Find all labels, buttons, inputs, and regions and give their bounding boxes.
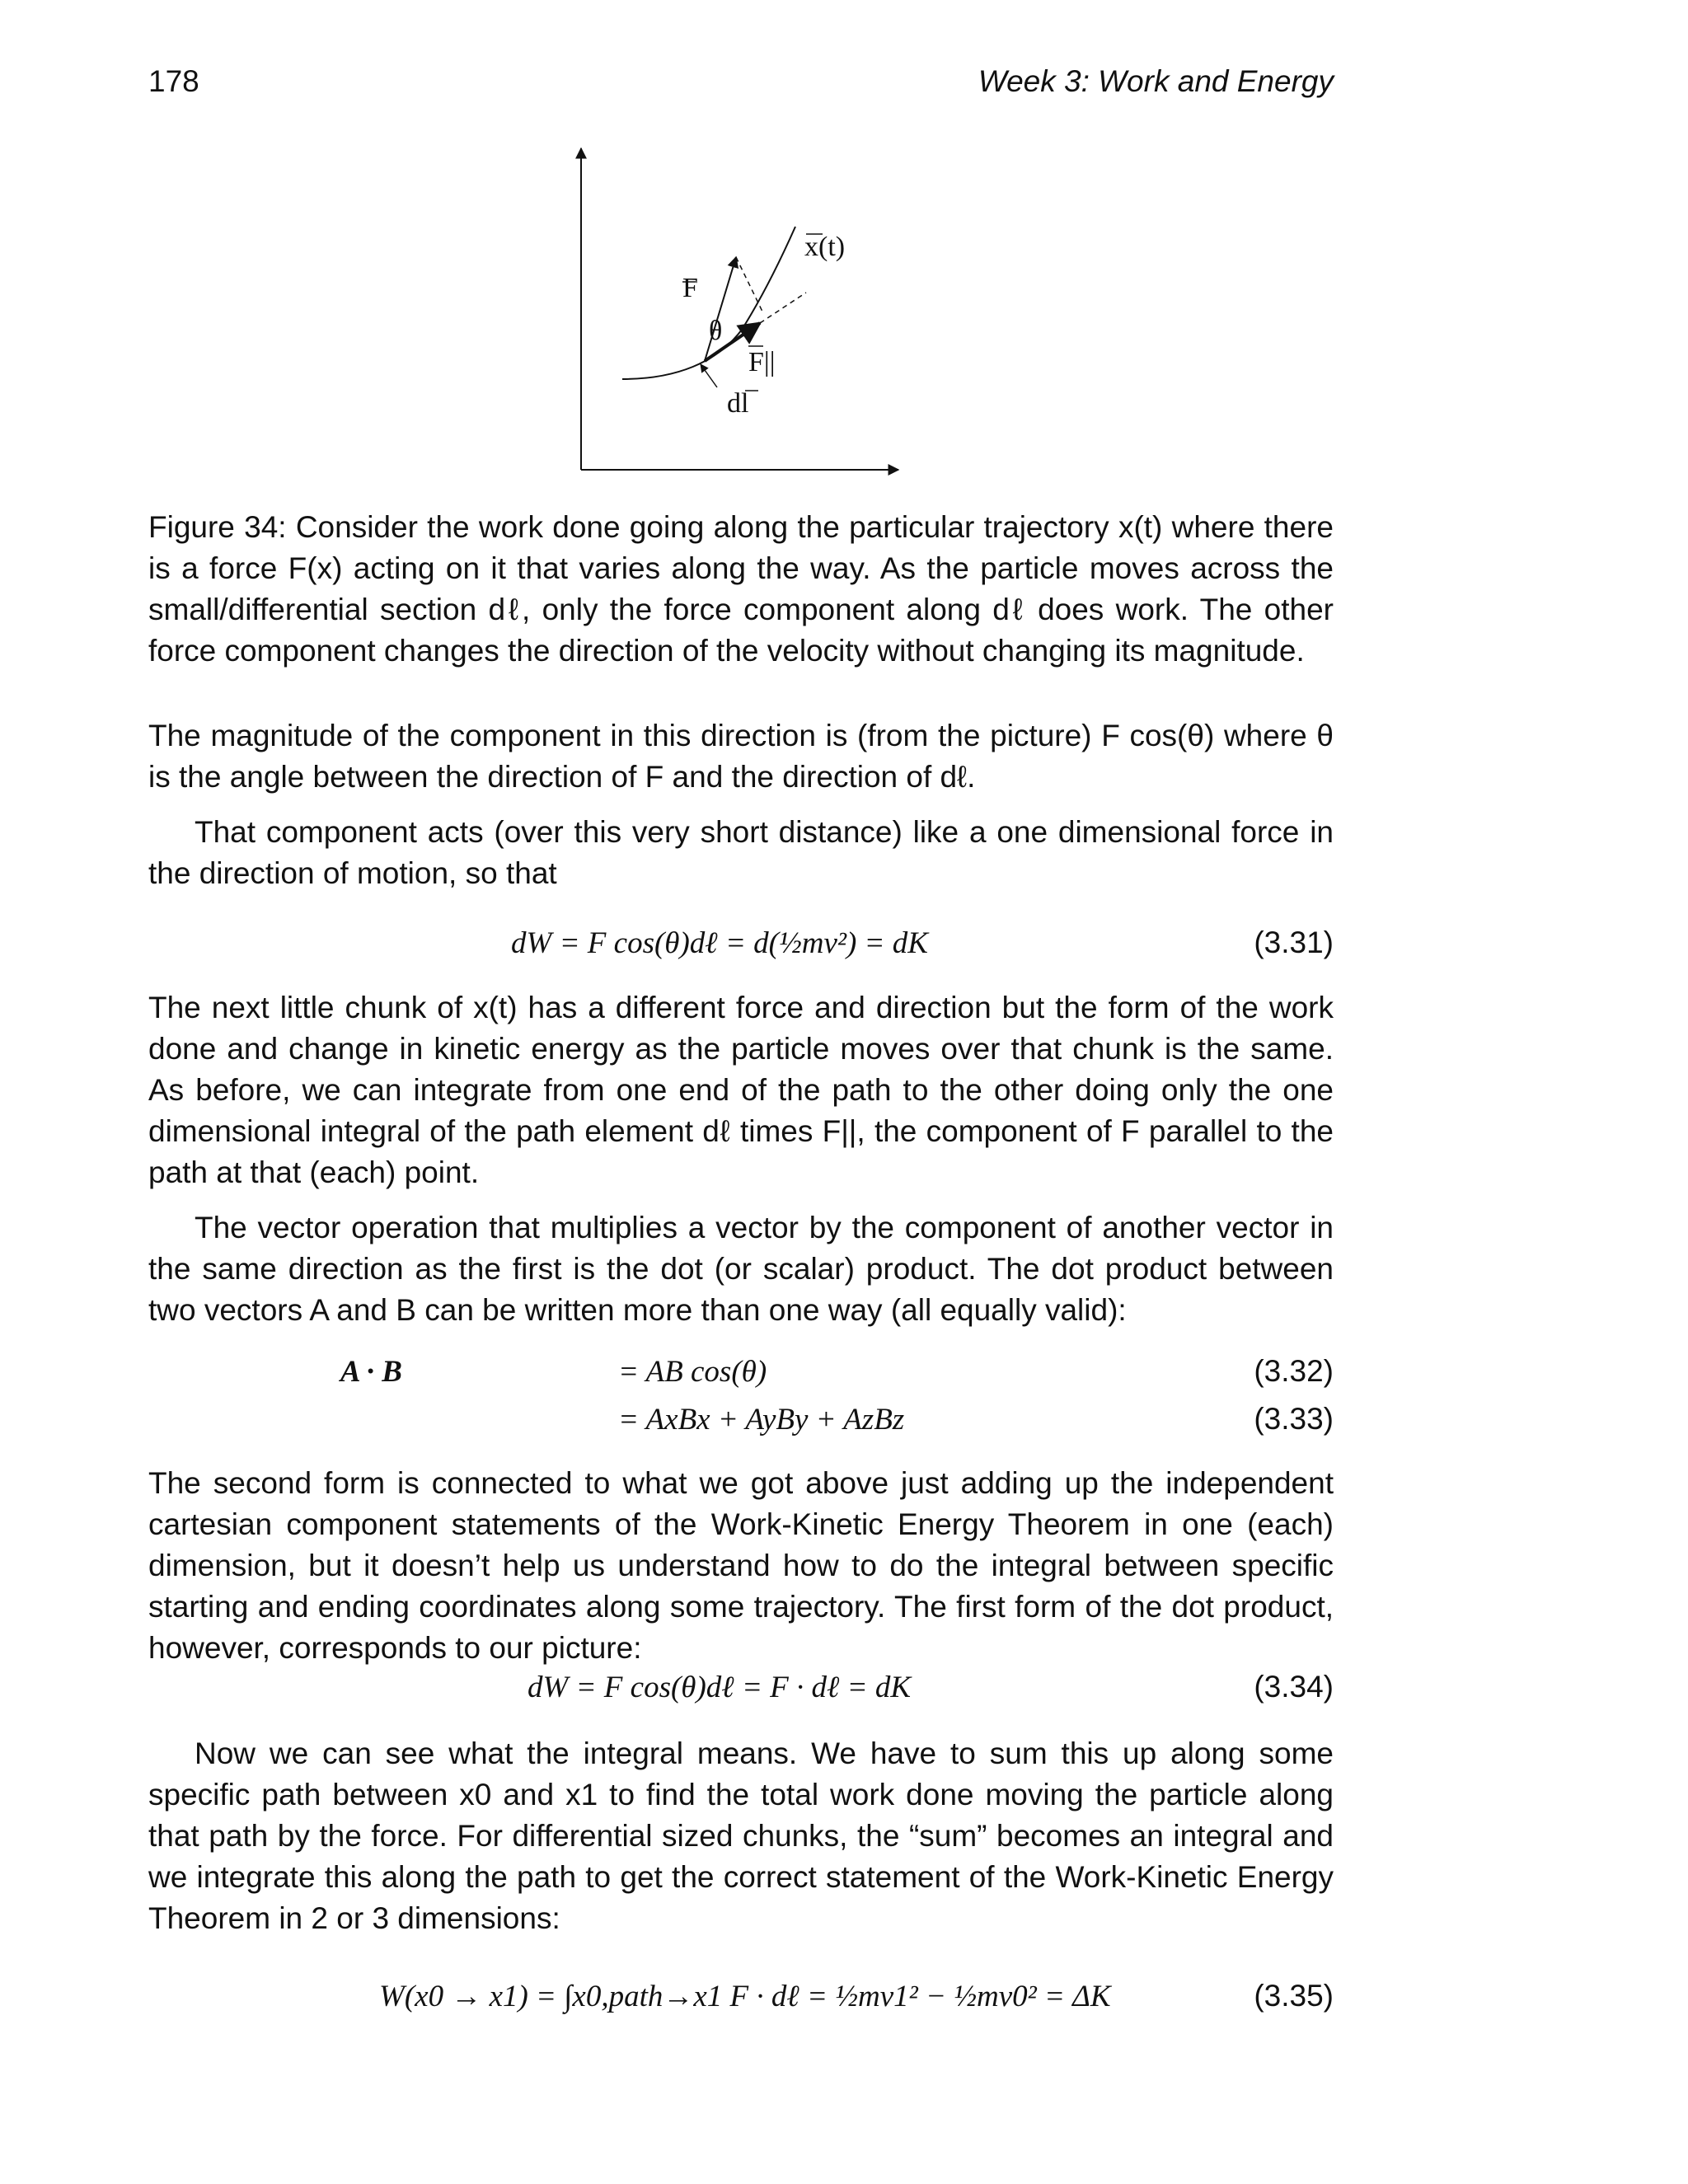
equation-3-34 <box>148 1663 1334 1713</box>
paragraph-one-dimensional <box>148 812 1334 894</box>
paragraph-dot-product <box>148 1207 1334 1331</box>
equation-body: dW = F cos(θ)dℓ = F · dℓ = dK <box>528 1671 912 1704</box>
parallel-force-label: F|| <box>748 347 776 377</box>
paragraph-text: The vector operation that multiplies a vector by the component of another vector in the same direction as the first is the dot (or scalar) product. The dot product between two vectors A and B can be written more than one way (all equally valid): <box>148 1211 1334 1327</box>
projection-line <box>736 257 763 313</box>
equation-number: (3.34) <box>1254 1670 1334 1704</box>
page-number: 178 <box>148 64 199 98</box>
paragraph-next-chunk <box>148 987 1334 1193</box>
equation-body: dW = F cos(θ)dℓ = d(½mv²) = dK <box>511 926 928 960</box>
paragraph-text: Now we can see what the integral means. We have to sum this up along some specific path between x0 and x1 to find the total work done moving the particle along that path by the force. For differential sized chunks, the “sum” becomes an integral and we integrate this along the path to get the correct statement of the Work-Kinetic Energy Theorem in 2 or 3 dimensions: <box>148 1736 1334 1935</box>
equation-number: (3.31) <box>1254 926 1334 959</box>
paragraph-component-magnitude <box>148 715 1334 798</box>
trajectory-diagram <box>544 140 923 486</box>
force-label: F <box>682 273 698 303</box>
equation-number: (3.32) <box>1254 1354 1334 1388</box>
figure-caption-text: Figure 34: Consider the work done going along the particular trajectory x(t) where there is a force F(x) acting on it that varies along the way. As the particle moves across the small/differential section dℓ, only the force component along dℓ does work. The other force component changes the direction of the velocity without changing its magnitude. <box>148 510 1334 668</box>
figure-caption <box>148 507 1334 672</box>
trajectory-label: x(t) <box>804 232 846 262</box>
dl-pointer <box>701 364 717 387</box>
tangent-extension <box>760 293 806 323</box>
paragraph-second-form <box>148 1463 1334 1669</box>
equation-3-31 <box>148 919 1334 968</box>
equation-3-32 <box>148 1347 1334 1397</box>
equation-lhs: A · B <box>340 1355 402 1389</box>
angle-label: θ <box>709 316 723 346</box>
equation-number: (3.35) <box>1254 1979 1334 2013</box>
paragraph-integral-meaning <box>148 1733 1334 1939</box>
running-title: Week 3: Work and Energy <box>978 64 1334 98</box>
equation-number: (3.33) <box>1254 1402 1334 1436</box>
equation-body: = AxBx + AyBy + AzBz <box>618 1403 905 1436</box>
equation-3-33 <box>148 1395 1334 1445</box>
equation-3-35 <box>148 1972 1334 2022</box>
paragraph-text: The next little chunk of x(t) has a different force and direction but the form of the work done and change in kinetic energy as the particle moves over that chunk is the same. As before, we can integrate from one end of the path to the other doing only the one dimensional integral of the path element dℓ times F||, the component of F parallel to the path at that (each) point. <box>148 991 1334 1189</box>
paragraph-text: That component acts (over this very short distance) like a one dimensional force in the direction of motion, so that <box>148 815 1334 890</box>
equation-body: W(x0 → x1) = ∫x0,path→x1 F · dℓ = ½mv1² − ½mv0² = ΔK <box>379 1980 1111 2013</box>
paragraph-text: The second form is connected to what we got above just adding up the independent cartesian component statements of the Work-Kinetic Energy Theorem in one (each) dimension, but it doesn’t help us understand how to do the integral between specific starting and ending coordinates along some trajectory. The first form of the dot product, however, corresponds to our picture: <box>148 1466 1334 1665</box>
paragraph-text: The magnitude of the component in this direction is (from the picture) F cos(θ) where θ is the angle between the direction of F and the direction of dℓ. <box>148 719 1334 794</box>
path-element-label: dl <box>727 388 749 419</box>
equation-body: = AB cos(θ) <box>618 1355 767 1389</box>
trajectory-figure <box>544 140 923 486</box>
